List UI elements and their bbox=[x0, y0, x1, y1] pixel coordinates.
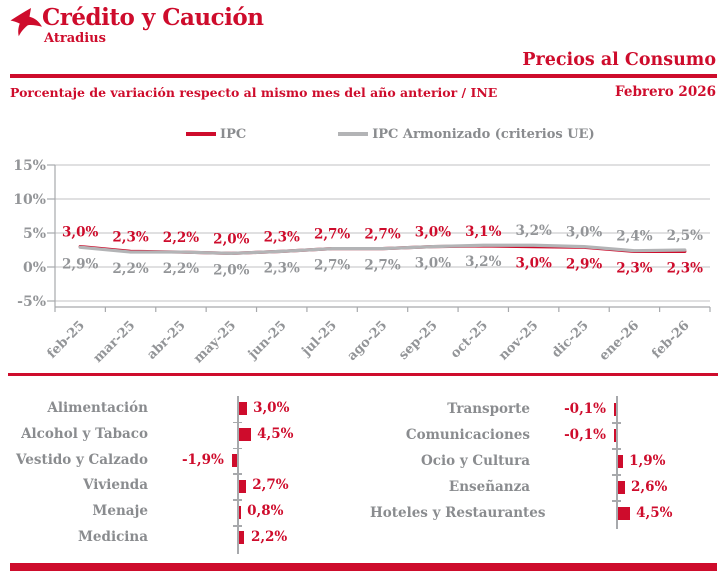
bar-category-label: Alimentación bbox=[47, 400, 148, 416]
chart-subtitle: Porcentaje de variación respecto al mismo mes del año anterior / INE bbox=[10, 85, 498, 100]
data-label: 2,3% bbox=[263, 229, 300, 246]
data-label: 2,3% bbox=[112, 229, 149, 246]
bar-axis-tick bbox=[233, 448, 242, 450]
data-label: 2,0% bbox=[213, 262, 250, 279]
bar-category-label: Enseñanza bbox=[448, 479, 530, 495]
y-tick-label: 0% bbox=[22, 260, 46, 276]
bar-axis-tick bbox=[612, 500, 621, 502]
bar-category-label: Medicina bbox=[77, 529, 148, 545]
bar-axis-tick bbox=[233, 422, 242, 424]
data-label: 3,0% bbox=[414, 255, 452, 272]
data-label: 2,2% bbox=[112, 261, 149, 278]
bar-category-label: Transporte bbox=[447, 401, 530, 417]
bar-category-label: Hoteles y Restaurantes bbox=[370, 505, 546, 521]
data-label: 2,4% bbox=[616, 228, 653, 245]
x-tick-label: jul-25 bbox=[299, 318, 340, 359]
bar-value-label: 2,7% bbox=[252, 477, 289, 494]
bar-axis bbox=[237, 396, 239, 554]
bar-value-label: 0,8% bbox=[247, 503, 284, 520]
bar-category-label: Vivienda bbox=[83, 477, 148, 494]
bar-axis-tick bbox=[233, 473, 242, 475]
data-label: 2,7% bbox=[313, 257, 351, 274]
bar-rect bbox=[618, 507, 630, 520]
legend-swatch-ipc bbox=[186, 132, 216, 136]
x-tick-label: jun-25 bbox=[245, 318, 290, 363]
bar-rect bbox=[618, 481, 625, 494]
data-label: 2,3% bbox=[616, 260, 653, 277]
x-tick-label: sep-25 bbox=[396, 318, 441, 363]
x-tick-label: nov-25 bbox=[496, 318, 542, 364]
logo bbox=[10, 7, 43, 37]
data-label: 3,2% bbox=[515, 223, 552, 240]
data-label: 3,0% bbox=[62, 224, 99, 241]
legend bbox=[186, 126, 595, 142]
legend-label-armonizado: IPC Armonizado (criterios UE) bbox=[372, 126, 595, 142]
category-bars-left bbox=[10, 396, 360, 554]
data-label: 2,7% bbox=[313, 226, 351, 243]
category-bars-right bbox=[370, 396, 720, 528]
bar-value-label: 1,9% bbox=[629, 453, 666, 469]
bar-axis-tick bbox=[233, 525, 242, 527]
period-label: Febrero 2026 bbox=[615, 84, 716, 100]
legend-label-ipc: IPC bbox=[220, 126, 247, 142]
x-tick-label: abr-25 bbox=[144, 318, 189, 363]
footer-bar bbox=[10, 563, 717, 571]
data-label: 2,3% bbox=[666, 260, 703, 277]
bar-rect bbox=[239, 506, 241, 519]
data-label: 2,7% bbox=[364, 257, 401, 274]
data-label: 2,9% bbox=[62, 256, 99, 273]
y-tick-label: 5% bbox=[22, 226, 46, 242]
bar-rect bbox=[614, 429, 616, 442]
x-tick-label: oct-25 bbox=[447, 318, 492, 362]
line-chart bbox=[0, 150, 726, 373]
bar-value-label: 4,5% bbox=[636, 505, 673, 521]
bar-category-label: Ocio y Cultura bbox=[421, 453, 530, 469]
data-label: 2,7% bbox=[364, 226, 401, 243]
mid-divider bbox=[8, 373, 718, 376]
legend-item-armonizado bbox=[338, 126, 594, 142]
bar-axis-tick bbox=[233, 499, 242, 501]
data-label: 3,0% bbox=[515, 255, 552, 272]
bar-rect bbox=[239, 402, 247, 415]
data-label: 2,5% bbox=[666, 228, 703, 244]
x-tick-label: feb-25 bbox=[44, 318, 89, 362]
logo-title: Crédito y Caución bbox=[42, 4, 264, 31]
bar-rect bbox=[239, 480, 246, 493]
legend-item-ipc bbox=[186, 126, 246, 142]
x-tick-label: ene-26 bbox=[596, 318, 643, 364]
logo-icon bbox=[10, 7, 43, 37]
bar-value-label: -1,9% bbox=[181, 451, 224, 468]
bar-rect bbox=[618, 455, 623, 468]
x-tick-label: feb-26 bbox=[649, 318, 693, 362]
data-label: 2,3% bbox=[263, 260, 300, 277]
data-label: 2,2% bbox=[162, 261, 200, 278]
bar-category-label: Menaje bbox=[92, 503, 148, 520]
y-tick-label: -5% bbox=[17, 294, 46, 310]
data-label: 3,2% bbox=[465, 254, 502, 271]
x-tick-label: ago-25 bbox=[344, 318, 391, 364]
data-label: 3,0% bbox=[414, 224, 452, 241]
legend-swatch-armonizado bbox=[338, 132, 368, 136]
bar-category-label: Comunicaciones bbox=[405, 427, 530, 443]
bar-value-label: 4,5% bbox=[257, 425, 294, 442]
bar-rect bbox=[239, 428, 251, 441]
bar-rect bbox=[614, 403, 616, 416]
bar-axis-tick bbox=[612, 448, 621, 450]
data-label: 2,0% bbox=[213, 231, 250, 248]
data-label: 2,9% bbox=[565, 256, 603, 273]
logo-subtitle: Atradius bbox=[44, 31, 106, 46]
page-title: Precios al Consumo bbox=[522, 50, 716, 70]
x-tick-label: dic-25 bbox=[549, 318, 592, 361]
bar-value-label: 2,6% bbox=[631, 479, 668, 495]
data-label: 3,0% bbox=[565, 224, 603, 241]
bar-rect bbox=[232, 454, 237, 467]
x-tick-label: may-25 bbox=[190, 318, 240, 367]
data-label: 2,2% bbox=[162, 230, 200, 247]
bar-value-label: -0,1% bbox=[564, 401, 606, 417]
y-tick-label: 10% bbox=[13, 192, 46, 208]
bar-rect bbox=[239, 531, 245, 544]
header-divider bbox=[10, 74, 717, 78]
bar-category-label: Vestido y Calzado bbox=[16, 451, 148, 468]
data-label: 3,1% bbox=[465, 223, 502, 240]
bar-axis-tick bbox=[612, 474, 621, 476]
bar-axis-tick bbox=[612, 422, 621, 424]
bar-value-label: 3,0% bbox=[253, 400, 290, 416]
bar-value-label: -0,1% bbox=[564, 427, 606, 443]
bar-category-label: Alcohol y Tabaco bbox=[21, 425, 148, 442]
x-tick-label: mar-25 bbox=[90, 318, 139, 366]
y-tick-label: 15% bbox=[13, 158, 46, 174]
bar-value-label: 2,2% bbox=[250, 529, 288, 545]
